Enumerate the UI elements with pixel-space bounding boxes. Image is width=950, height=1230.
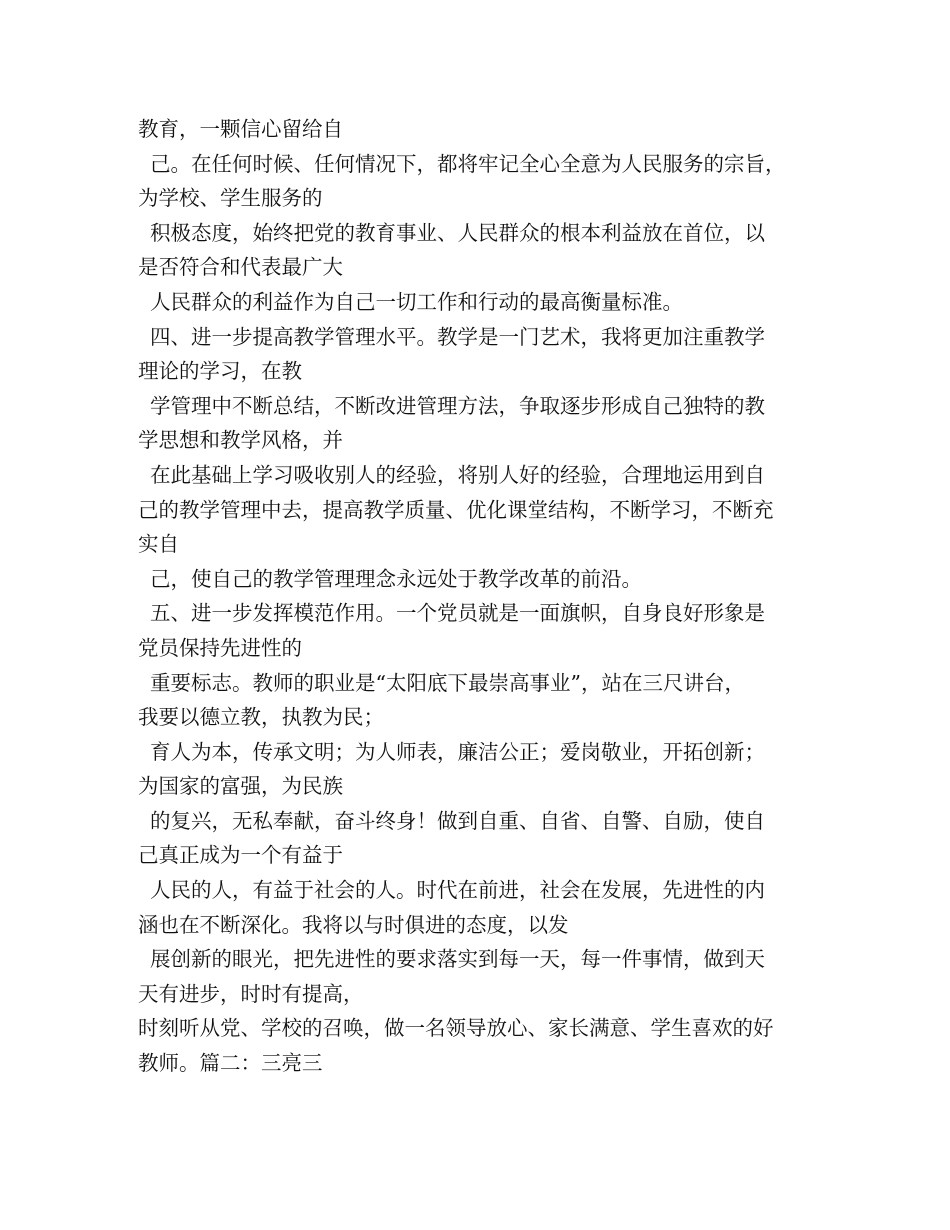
text-line: 理论的学习，在教 bbox=[138, 359, 302, 384]
text-line: 为国家的富强，为民族 bbox=[138, 774, 343, 799]
text-line: 五、进一步发挥模范作用。一个党员就是一面旗帜，自身良好形象是 bbox=[150, 601, 765, 626]
text-line: 己，使自己的教学管理理念永远处于教学改革的前沿。 bbox=[150, 566, 642, 591]
text-line: 是否符合和代表最广大 bbox=[138, 255, 343, 280]
text-line: 四、进一步提高教学管理水平。教学是一门艺术，我将更加注重教学 bbox=[150, 324, 765, 349]
text-line: 己。在任何时候、任何情况下，都将牢记全心全意为人民服务的宗旨， bbox=[150, 151, 786, 176]
text-line: 天有进步，时时有提高， bbox=[138, 981, 364, 1006]
text-line: 党员保持先进性的 bbox=[138, 635, 302, 660]
text-line: 涵也在不断深化。我将以与时俱进的态度，以发 bbox=[138, 912, 569, 937]
text-line: 人民的人，有益于社会的人。时代在前进，社会在发展，先进性的内 bbox=[150, 878, 765, 903]
text-line: 重要标志。教师的职业是“太阳底下最崇高事业”，站在三尺讲台， bbox=[150, 670, 745, 695]
text-line: 己真正成为一个有益于 bbox=[138, 843, 343, 868]
text-line: 育人为本，传承文明；为人师表，廉洁公正；爱岗敬业，开拓创新； bbox=[150, 739, 765, 764]
text-line: 己的教学管理中去，提高教学质量、优化课堂结构，不断学习，不断充 bbox=[138, 497, 774, 522]
text-line: 积极态度，始终把党的教育事业、人民群众的根本利益放在首位，以 bbox=[150, 220, 765, 245]
text-line: 教师。篇二：三亮三 bbox=[138, 1051, 323, 1076]
body-text bbox=[138, 112, 828, 1081]
text-line: 人民群众的利益作为自己一切工作和行动的最高衡量标准。 bbox=[150, 289, 683, 314]
text-line: 为学校、学生服务的 bbox=[138, 186, 323, 211]
text-line: 时刻听从党、学校的召唤，做一名领导放心、家长满意、学生喜欢的好 bbox=[138, 1016, 774, 1041]
text-line: 实自 bbox=[138, 532, 179, 557]
text-line: 展创新的眼光，把先进性的要求落实到每一天，每一件事情，做到天 bbox=[150, 947, 765, 972]
text-line: 的复兴，无私奉献，奋斗终身！做到自重、自省、自警、自励，使自 bbox=[150, 808, 765, 833]
text-line: 教育，一颗信心留给自 bbox=[138, 117, 343, 141]
text-line: 我要以德立教，执教为民； bbox=[138, 705, 384, 730]
text-line: 在此基础上学习吸收别人的经验，将别人好的经验，合理地运用到自 bbox=[150, 462, 765, 487]
text-line: 学思想和教学风格，并 bbox=[138, 428, 343, 453]
text-line: 学管理中不断总结，不断改进管理方法，争取逐步形成自己独特的教 bbox=[150, 393, 765, 418]
